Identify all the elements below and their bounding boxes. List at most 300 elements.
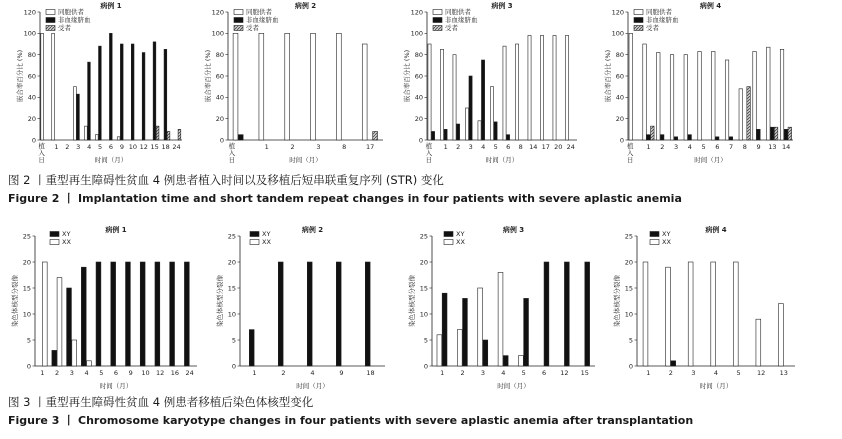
x-tick-label: 5 (99, 369, 104, 377)
x-tick-label: 5 (98, 143, 103, 151)
bar (156, 126, 159, 140)
bar (463, 298, 468, 366)
bar (688, 262, 693, 366)
bar (155, 262, 160, 366)
y-tick-label: 100 (410, 29, 423, 38)
chart-panel-7 (407, 225, 595, 390)
bar (747, 87, 750, 140)
y-tick-label: 120 (410, 8, 423, 17)
x-tick-label: 12 (560, 369, 569, 377)
bar (170, 262, 175, 366)
y-tick-label: 20 (22, 258, 31, 267)
y-tick-label: 25 (227, 232, 236, 241)
x-tick-label: 8 (742, 143, 747, 151)
x-axis-label: 时间（月） (485, 156, 519, 164)
bar (729, 137, 732, 140)
bar (456, 124, 459, 140)
x-tick-label: 7 (729, 143, 734, 151)
x-tick-label: 14 (529, 143, 538, 151)
legend-label: XY (456, 230, 465, 238)
x-tick-label: 12 (156, 369, 165, 377)
y-tick-label: 0 (31, 136, 36, 145)
x-tick-label: 入 (425, 149, 433, 157)
x-tick-label: 2 (55, 369, 60, 377)
x-axis-label: 时间（月） (94, 156, 128, 164)
bar (42, 262, 47, 366)
bar (711, 262, 716, 366)
y-tick-label: 100 (611, 29, 624, 38)
x-tick-label: 9 (128, 369, 133, 377)
x-tick-label: 入 (626, 149, 634, 157)
bar (67, 288, 72, 366)
bar (431, 131, 434, 140)
legend-swatch (444, 232, 453, 237)
legend-swatch (433, 26, 442, 31)
x-tick-label: 1 (40, 369, 45, 377)
bar (503, 46, 506, 140)
y-tick-label: 40 (414, 93, 423, 102)
bar (670, 55, 673, 140)
x-tick-label: 9 (119, 143, 124, 151)
bar (109, 33, 112, 140)
x-tick-label: 4 (310, 369, 315, 377)
y-tick-label: 80 (615, 50, 624, 59)
legend-swatch (650, 232, 659, 237)
legend-label: XX (262, 238, 271, 246)
legend-swatch (50, 240, 59, 245)
bar (733, 262, 738, 366)
chart-panel-6 (215, 225, 385, 390)
legend-swatch (433, 18, 442, 23)
bar (140, 262, 145, 366)
y-tick-label: 40 (215, 93, 224, 102)
y-tick-label: 100 (23, 29, 36, 38)
x-tick-label: 2 (65, 143, 70, 151)
legend-label: 同胞供者 (646, 8, 672, 16)
bar (131, 44, 134, 140)
y-tick-label: 10 (227, 310, 236, 319)
bar (81, 267, 86, 366)
x-tick-label: 2 (290, 143, 295, 151)
y-tick-label: 60 (215, 72, 224, 81)
y-tick-label: 15 (22, 284, 31, 293)
y-tick-label: 60 (615, 72, 624, 81)
bar (657, 53, 660, 140)
bar (126, 262, 131, 366)
bar (688, 135, 691, 140)
bar (585, 262, 590, 366)
x-tick-label: 日 (228, 156, 236, 164)
y-tick-label: 20 (419, 258, 428, 267)
x-tick-label: 18 (366, 369, 375, 377)
x-tick-label: 8 (342, 143, 347, 151)
x-tick-label: 15 (150, 143, 159, 151)
legend-label: 同胞供者 (246, 8, 272, 16)
y-tick-label: 15 (227, 284, 236, 293)
bar (770, 127, 773, 140)
figure2-caption-zh: 图 2 丨重型再生障碍性贫血 4 例患者植入时间以及移植后短串联重复序列 (STR) 变化 (8, 173, 444, 187)
y-axis-label: 染色体核型分裂像 (11, 275, 19, 327)
y-tick-label: 0 (423, 362, 428, 371)
bar (87, 361, 92, 366)
x-tick-label: 14 (781, 143, 791, 151)
y-tick-label: 5 (26, 336, 31, 345)
bar (784, 129, 787, 140)
y-tick-label: 10 (419, 310, 428, 319)
x-tick-label: 3 (316, 143, 321, 151)
x-tick-label: 1 (440, 369, 445, 377)
x-tick-label: 12 (139, 143, 148, 151)
x-tick-label: 植 (38, 142, 45, 150)
x-tick-label: 6 (541, 369, 547, 377)
bar (469, 76, 472, 140)
x-tick-label: 2 (668, 369, 673, 377)
y-axis-label: 嵌合率百分比 (%) (403, 49, 411, 103)
y-tick-label: 60 (414, 72, 423, 81)
chart-panel-2 (203, 1, 383, 164)
x-tick-label: 18 (161, 143, 170, 151)
legend-swatch (234, 18, 243, 23)
y-tick-label: 60 (27, 72, 36, 81)
x-tick-label: 10 (141, 369, 150, 377)
y-tick-label: 0 (418, 136, 423, 145)
y-tick-label: 0 (628, 362, 633, 371)
bar (494, 122, 497, 140)
legend-swatch (634, 26, 643, 31)
y-tick-label: 20 (624, 258, 633, 267)
legend-label: 非血缘脐血 (246, 16, 279, 24)
y-tick-label: 20 (227, 258, 236, 267)
chart-title: 病例 3 (502, 226, 525, 234)
x-tick-label: 10 (128, 143, 137, 151)
bar (453, 55, 456, 140)
bar (164, 49, 167, 140)
bar (167, 131, 170, 140)
legend-label: 非血缘脐血 (58, 16, 91, 24)
y-tick-label: 15 (419, 284, 428, 293)
bar (465, 108, 468, 140)
chart-title: 病例 2 (294, 2, 317, 10)
bar (444, 129, 447, 140)
x-tick-label: 1 (252, 369, 257, 377)
y-tick-label: 10 (624, 310, 633, 319)
y-tick-label: 120 (23, 8, 36, 17)
y-axis-label: 嵌合率百分比 (%) (204, 49, 212, 103)
y-tick-label: 5 (628, 336, 633, 345)
bar (774, 127, 777, 140)
bar (74, 87, 77, 140)
bar (249, 330, 254, 366)
bar (481, 60, 484, 140)
bar (643, 262, 648, 366)
legend-label: 非血缘脐血 (445, 16, 478, 24)
y-tick-label: 0 (26, 362, 31, 371)
y-tick-label: 20 (414, 114, 423, 123)
legend-label: XX (456, 238, 465, 246)
x-tick-label: 4 (84, 369, 89, 377)
x-tick-label: 6 (113, 369, 119, 377)
bar (373, 131, 378, 140)
x-tick-label: 日 (626, 156, 634, 164)
chart-title: 病例 4 (699, 2, 722, 10)
bar (490, 87, 493, 140)
bar (478, 121, 481, 140)
x-tick-label: 2 (460, 369, 465, 377)
y-tick-label: 80 (215, 50, 224, 59)
bar (233, 33, 238, 140)
legend-label: XX (662, 238, 671, 246)
x-tick-label: 5 (521, 369, 526, 377)
bar (238, 135, 243, 140)
bar (553, 35, 556, 140)
bar (544, 262, 549, 366)
x-tick-label: 5 (701, 143, 706, 151)
bar (259, 33, 264, 140)
bar (77, 94, 80, 140)
bar (457, 330, 462, 366)
figure3-caption-en: Figure 3 丨 Chromosome karyotype changes in four patients with severe aplastic anemia after transplantation (8, 414, 694, 427)
x-tick-label: 3 (674, 143, 679, 151)
y-tick-label: 20 (615, 114, 624, 123)
bar (483, 340, 488, 366)
y-tick-label: 25 (419, 232, 428, 241)
y-tick-label: 5 (231, 336, 236, 345)
x-tick-label: 3 (691, 369, 696, 377)
bar (437, 335, 442, 366)
legend-swatch (634, 10, 643, 15)
legend-label: 非血缘脐血 (646, 16, 679, 24)
y-tick-label: 25 (22, 232, 31, 241)
bar (725, 60, 728, 140)
bar (142, 53, 145, 140)
x-tick-label: 日 (425, 156, 433, 164)
x-tick-label: 5 (736, 369, 741, 377)
x-tick-label: 入 (38, 149, 45, 157)
chart-panel-1 (15, 1, 182, 164)
x-tick-label: 入 (228, 149, 236, 157)
bar (478, 288, 483, 366)
bar (178, 129, 181, 140)
x-tick-label: 8 (518, 143, 523, 151)
bar (111, 262, 116, 366)
x-tick-label: 1 (646, 143, 651, 151)
x-tick-label: 16 (170, 369, 180, 377)
x-tick-label: 2 (456, 143, 461, 151)
y-axis-label: 嵌合率百分比 (%) (16, 49, 24, 103)
x-tick-label: 6 (506, 143, 511, 151)
bar (524, 298, 529, 366)
x-tick-label: 1 (264, 143, 269, 151)
bar (336, 262, 341, 366)
bar (671, 361, 676, 366)
bar (767, 47, 770, 140)
bar (564, 262, 569, 366)
bar (440, 49, 443, 140)
chart-panel-4 (603, 1, 793, 164)
legend-label: 受者 (646, 24, 659, 32)
y-tick-label: 120 (611, 8, 624, 17)
x-axis-label: 时间（月） (497, 382, 530, 390)
y-tick-label: 120 (211, 8, 224, 17)
y-tick-label: 40 (615, 93, 624, 102)
x-tick-label: 1 (646, 369, 651, 377)
chart-title: 病例 2 (301, 226, 324, 234)
chart-title: 病例 1 (105, 226, 127, 234)
legend-label: 同胞供者 (58, 8, 84, 16)
bar (57, 278, 62, 366)
x-tick-label: 17 (365, 143, 375, 151)
bar (757, 129, 760, 140)
legend-label: XY (262, 230, 271, 238)
y-tick-label: 0 (219, 136, 224, 145)
chart-panel-3 (402, 1, 577, 164)
bar (311, 33, 316, 140)
bar (52, 33, 55, 140)
bar (565, 35, 568, 140)
bar (518, 356, 523, 366)
legend-label: 受者 (58, 24, 71, 32)
y-tick-label: 40 (27, 93, 36, 102)
y-tick-label: 80 (27, 50, 36, 59)
chart-panel-5 (10, 225, 197, 390)
bar (506, 135, 509, 140)
y-tick-label: 20 (27, 114, 36, 123)
legend-label: 受者 (445, 24, 458, 32)
legend-label: 同胞供者 (445, 8, 471, 16)
x-tick-label: 6 (108, 143, 114, 151)
x-tick-label: 3 (480, 369, 486, 377)
x-tick-label: 24 (172, 143, 181, 151)
bar (120, 44, 123, 140)
bar (660, 135, 663, 140)
legend-swatch (234, 10, 243, 15)
legend-swatch (46, 10, 55, 15)
bar (788, 127, 791, 140)
bar (528, 35, 531, 140)
y-tick-label: 20 (215, 114, 224, 123)
y-tick-label: 15 (624, 284, 633, 293)
x-tick-label: 4 (713, 369, 719, 377)
x-tick-label: 植 (228, 142, 236, 150)
bar (72, 340, 77, 366)
legend-swatch (634, 18, 643, 23)
legend-swatch (444, 240, 453, 245)
x-axis-label: 时间（月） (296, 382, 329, 390)
x-axis-label: 时间（月） (289, 156, 322, 164)
x-tick-label: 13 (779, 369, 788, 377)
legend-label: XY (662, 230, 671, 238)
y-axis-label: 染色体核型分裂像 (613, 275, 621, 327)
x-tick-label: 24 (185, 369, 194, 377)
legend-swatch (250, 232, 259, 237)
bar (278, 262, 283, 366)
x-axis-label: 时间（月） (694, 156, 727, 164)
y-tick-label: 0 (619, 136, 624, 145)
legend-label: XX (62, 238, 71, 246)
x-tick-label: 6 (715, 143, 720, 151)
bar (88, 62, 91, 140)
bar (712, 51, 715, 140)
bar (643, 44, 646, 140)
y-axis-label: 染色体核型分裂像 (216, 275, 224, 327)
figure2-caption-en: Figure 2 丨 Implantation time and short tandem repeat changes in four patients with severe aplastic anemia (8, 192, 682, 205)
x-tick-label: 4 (481, 143, 486, 151)
bar (153, 42, 156, 140)
bar (99, 46, 102, 140)
bar (647, 135, 650, 140)
bar (336, 33, 341, 140)
bar (651, 126, 654, 140)
bar (674, 137, 677, 140)
bar (96, 262, 101, 366)
x-tick-label: 15 (580, 369, 589, 377)
bar (307, 262, 312, 366)
chart-title: 病例 3 (491, 2, 513, 10)
x-tick-label: 3 (468, 143, 473, 151)
x-tick-label: 4 (87, 143, 92, 151)
x-tick-label: 植 (626, 142, 634, 150)
bar (365, 262, 370, 366)
y-tick-label: 10 (22, 310, 31, 319)
y-tick-label: 80 (414, 50, 423, 59)
bar (756, 319, 761, 366)
x-tick-label: 13 (768, 143, 777, 151)
y-axis-label: 嵌合率百分比 (%) (604, 49, 612, 103)
legend-swatch (250, 240, 259, 245)
x-tick-label: 20 (554, 143, 563, 151)
bar (698, 51, 701, 140)
figure3-caption-zh: 图 3 丨重型再生障碍性贫血 4 例患者移植后染色体核型变化 (8, 395, 314, 409)
y-tick-label: 25 (624, 232, 633, 241)
bar (503, 356, 508, 366)
x-tick-label: 17 (541, 143, 550, 151)
x-tick-label: 植 (425, 142, 433, 150)
bar (95, 135, 98, 140)
x-tick-label: 3 (69, 369, 74, 377)
x-tick-label: 5 (493, 143, 498, 151)
x-tick-label: 2 (281, 369, 286, 377)
legend-swatch (46, 18, 55, 23)
chart-title: 病例 4 (705, 226, 727, 234)
bar (85, 126, 88, 140)
bar (666, 267, 671, 366)
bar (779, 304, 784, 366)
x-tick-label: 3 (76, 143, 81, 151)
legend-label: 受者 (246, 24, 259, 32)
bar (780, 49, 783, 140)
bar (442, 293, 447, 366)
bar (117, 137, 120, 140)
bar (285, 33, 290, 140)
bar (52, 350, 57, 366)
legend-label: XY (62, 230, 71, 238)
legend-swatch (50, 232, 59, 237)
bar (515, 44, 518, 140)
legend-swatch (234, 26, 243, 31)
bar (428, 44, 431, 140)
bar (629, 33, 632, 140)
bar (684, 55, 687, 140)
x-tick-label: 12 (757, 369, 766, 377)
x-axis-label: 时间（月） (699, 382, 733, 390)
x-tick-label: 4 (687, 143, 692, 151)
legend-swatch (46, 26, 55, 31)
bar (184, 262, 189, 366)
legend-swatch (433, 10, 442, 15)
bar (498, 272, 503, 366)
bar (739, 89, 742, 140)
y-tick-label: 5 (423, 336, 428, 345)
